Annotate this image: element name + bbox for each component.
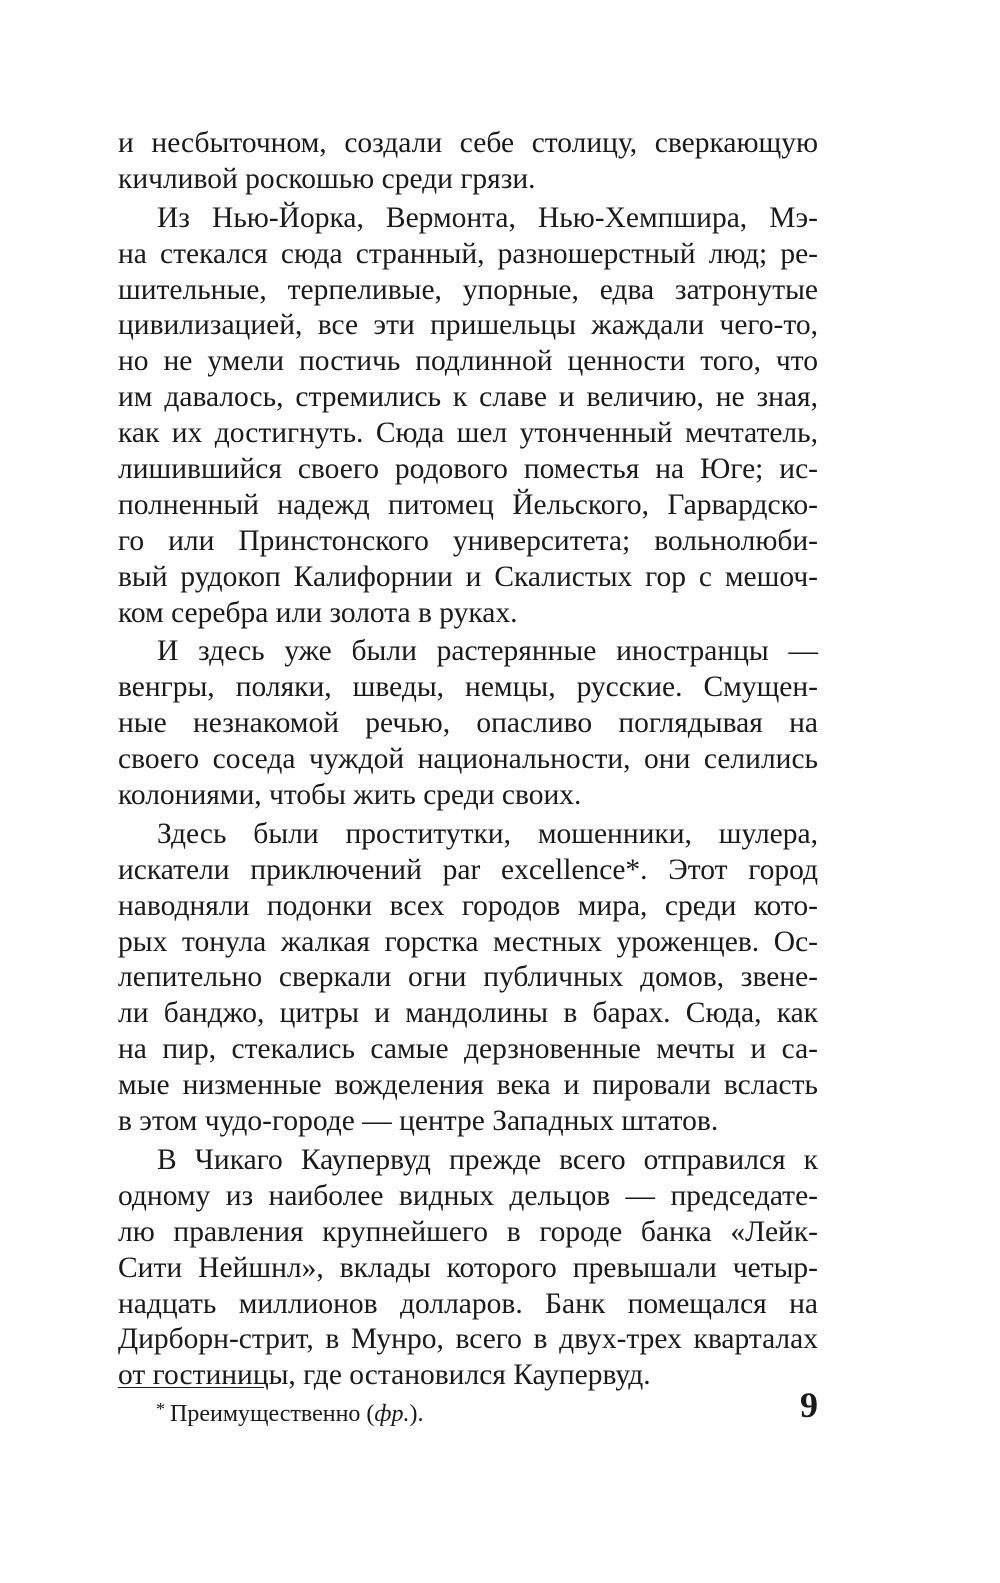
text-line: на стекался сюда странный, разношерстный люд; ре- <box>118 237 818 270</box>
text-line: своего соседа чуждой национальности, они селились <box>118 743 818 776</box>
text-line: го или Принстонского университета; вольнолюби- <box>118 524 818 557</box>
footnote <box>156 1393 423 1430</box>
text-line: полненный надежд питомец Йельского, Гарвардско- <box>118 488 818 521</box>
text-line: лишившийся своего родового поместья на Юге; ис- <box>118 453 818 486</box>
text-line: Дирборн-стрит, в Мунро, всего в двух-трех кварталах <box>118 1323 818 1356</box>
footnote-text: Преимущественно ( <box>170 1401 375 1427</box>
footnote-tail: ). <box>409 1401 424 1427</box>
text-line: наводняли подонки всех городов мира, среди кото- <box>118 889 818 922</box>
footnote-marker: * <box>156 1399 165 1419</box>
paragraph-first-line: Из Нью-Йорка, Вермонта, Нью-Хемпшира, Мэ- <box>157 201 818 234</box>
text-line: Сити Нейшнл», вклады которого превышали четыр- <box>118 1251 818 1284</box>
text-line: одному из наиболее видных дельцов — председате- <box>118 1179 818 1212</box>
paragraph-first-line: И здесь уже были растерянные иностранцы — <box>157 635 818 668</box>
text-line: ком серебра или золота в руках. <box>118 596 518 629</box>
paragraph-first-line: Здесь были проститутки, мошенники, шулера, <box>157 817 818 850</box>
text-line: вый рудокоп Калифорнии и Скалистых гор с мешоч- <box>118 560 818 593</box>
text-line: лю правления крупнейшего в городе банка «Лейк- <box>118 1215 818 1248</box>
footnote-divider <box>118 1387 264 1388</box>
text-line: колониями, чтобы жить среди своих. <box>118 779 582 812</box>
text-line: искатели приключений par excellence*. Этот город <box>118 853 818 886</box>
body-text <box>118 126 818 1394</box>
text-line: ли банджо, цитры и мандолины в барах. Сюда, как <box>118 997 818 1030</box>
text-line: кичливой роскошью среди грязи. <box>118 162 536 195</box>
text-line: венгры, поляки, шведы, немцы, русские. Смущен- <box>118 671 818 704</box>
text-line: им давалось, стремились к славе и величию, не зная, <box>118 381 818 414</box>
text-line: надцать миллионов долларов. Банк помещался на <box>118 1287 818 1320</box>
text-line: от гостиницы, где остановился Каупервуд. <box>118 1359 651 1392</box>
text-line: как их достигнуть. Сюда шел утонченный мечтатель, <box>118 417 818 450</box>
text-line: и несбыточном, создали себе столицу, сверкающую <box>118 127 818 159</box>
footnote-abbreviation: фр. <box>374 1401 410 1427</box>
text-line: ные незнакомой речью, опасливо поглядывая на <box>118 707 818 740</box>
text-line: цивилизацией, все эти пришельцы жаждали чего-то, <box>118 309 818 342</box>
text-line: на пир, стекались самые дерзновенные мечты и са- <box>118 1033 818 1066</box>
page-number: 9 <box>800 1385 818 1425</box>
paragraph-first-line: В Чикаго Каупервуд прежде всего отправился к <box>157 1143 818 1176</box>
text-line: но не умели постичь подлинной ценности того, что <box>118 345 818 378</box>
text-line: лепительно сверкали огни публичных домов, звене- <box>118 961 818 994</box>
text-line: шительные, терпеливые, упорные, едва затронутые <box>118 273 818 306</box>
text-line: в этом чудо-городе — центре Западных штатов. <box>118 1105 719 1138</box>
text-line: рых тонула жалкая горстка местных уроженцев. Ос- <box>118 925 818 958</box>
text-line: мые низменные вожделения века и пировали всласть <box>118 1069 818 1102</box>
